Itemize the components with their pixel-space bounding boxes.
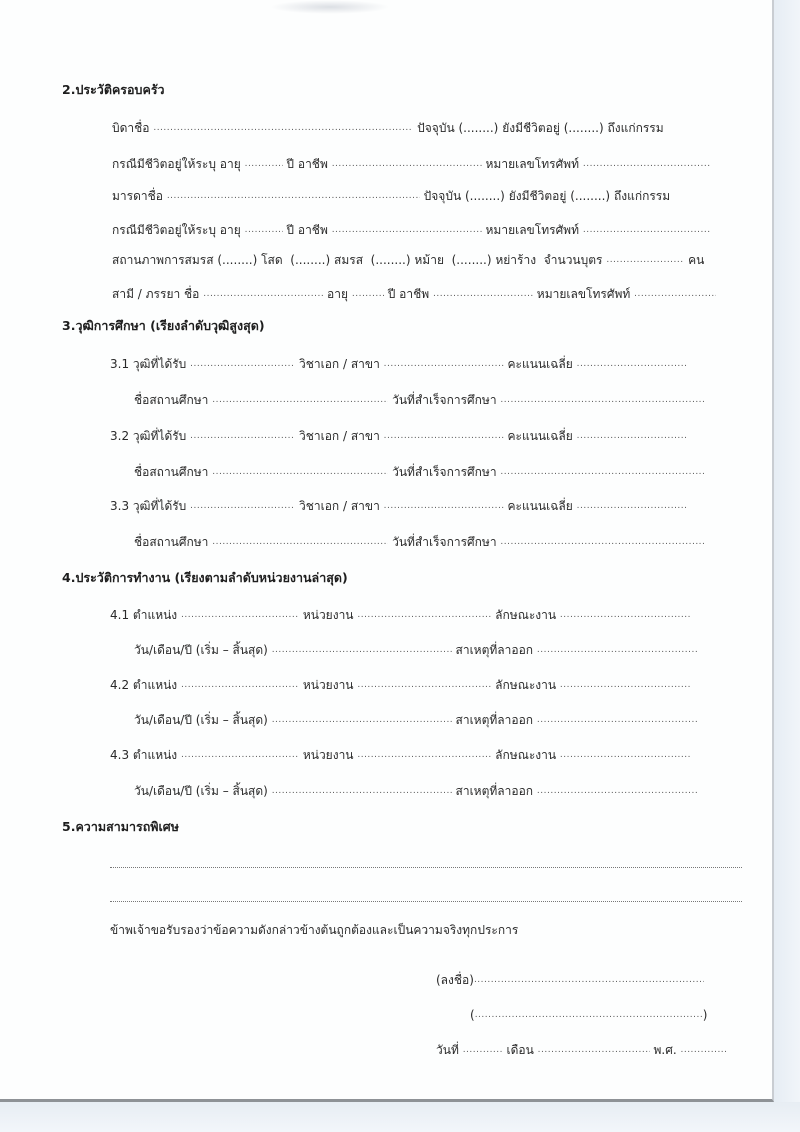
- agency-field[interactable]: [357, 747, 491, 759]
- gpa-label: คะแนนเฉลี่ย: [507, 499, 573, 513]
- degree-label: วุฒิที่ได้รับ: [132, 357, 187, 371]
- marital-status-row: [112, 252, 704, 268]
- job-type-label: ลักษณะงาน: [495, 608, 557, 622]
- education-row-degree: [110, 428, 687, 444]
- scan-smudge: [270, 0, 390, 14]
- reason-label: สาเหตุที่ลาออก: [455, 713, 534, 727]
- father-row: [112, 120, 664, 136]
- scan-margin-right: [774, 0, 800, 1132]
- certification-statement: ข้าพเจ้าขอรับรองว่าข้อความดังกล่าวข้างต้นถูกต้องและเป็นความจริงทุกประการ: [110, 923, 519, 937]
- section5-heading: 5.ความสามารถพิเศษ: [62, 819, 179, 834]
- grad-date-label: วันที่สำเร็จการศึกษา: [392, 393, 497, 407]
- month-field[interactable]: [538, 1042, 650, 1054]
- institution-label: ชื่อสถานศึกษา: [134, 465, 209, 479]
- work-row-period: [134, 783, 697, 799]
- single-label: โสด: [261, 253, 283, 267]
- deceased-checkbox[interactable]: (........): [563, 121, 604, 135]
- alive-label: ยังมีชีวิตอยู่: [508, 189, 567, 203]
- position-field[interactable]: [181, 747, 299, 759]
- father-name-field[interactable]: [153, 120, 413, 132]
- occupation-label: อาชีพ: [399, 287, 430, 301]
- persons-label: คน: [688, 253, 705, 267]
- close-paren: ): [702, 1008, 708, 1022]
- scan-margin-bottom: [0, 1102, 800, 1132]
- education-row-institution: [134, 534, 705, 550]
- major-label: วิชาเอก / สาขา: [298, 429, 380, 443]
- institution-label: ชื่อสถานศึกษา: [134, 535, 209, 549]
- period-label: วัน/เดือน/ปี (เริ่ม – สิ้นสุด): [134, 643, 268, 657]
- mother-age-field[interactable]: [245, 222, 283, 234]
- widowed-checkbox[interactable]: (........): [370, 253, 411, 267]
- mother-row: [112, 188, 670, 204]
- year-be-label: พ.ศ.: [653, 1043, 677, 1057]
- phone-label: หมายเลขโทรศัพท์: [536, 287, 631, 301]
- degree-field[interactable]: [190, 498, 295, 510]
- printed-name-row: [470, 1007, 707, 1023]
- entry-number: 3.2: [110, 429, 130, 443]
- mother-occupation-field[interactable]: [332, 222, 482, 234]
- grad-date-field[interactable]: [500, 534, 705, 546]
- work-row-period: [134, 642, 697, 658]
- mother-name-field[interactable]: [167, 188, 420, 200]
- reason-label: สาเหตุที่ลาออก: [455, 784, 534, 798]
- position-label: ตำแหน่ง: [132, 608, 178, 622]
- children-count-label: จำนวนบุตร: [543, 253, 603, 267]
- month-label: เดือน: [506, 1043, 534, 1057]
- year-label: ปี: [286, 223, 295, 237]
- spouse-name-label: สามี / ภรรยา ชื่อ: [112, 287, 200, 301]
- work-row-position: [110, 677, 690, 693]
- widowed-label: หม้าย: [414, 253, 444, 267]
- special-skills-line-2[interactable]: [110, 900, 742, 902]
- agency-field[interactable]: [357, 677, 491, 689]
- reason-field[interactable]: [537, 712, 697, 724]
- special-skills-line-1[interactable]: [110, 866, 742, 868]
- section2-heading: 2.ประวัติครอบครัว: [62, 82, 165, 97]
- spouse-phone-field[interactable]: [634, 286, 716, 298]
- institution-field[interactable]: [212, 534, 388, 546]
- institution-field[interactable]: [212, 392, 388, 404]
- entry-number: 3.1: [110, 357, 130, 371]
- agency-label: หน่วยงาน: [302, 608, 354, 622]
- period-field[interactable]: [272, 712, 452, 724]
- father-details-row: [112, 156, 711, 172]
- phone-label: หมายเลขโทรศัพท์: [485, 223, 580, 237]
- year-label: ปี: [387, 287, 396, 301]
- married-label: สมรส: [334, 253, 364, 267]
- day-label: วันที่: [436, 1043, 459, 1057]
- signature-row: [436, 972, 704, 988]
- period-field[interactable]: [272, 642, 452, 654]
- mother-phone-field[interactable]: [583, 222, 711, 234]
- work-row-period: [134, 712, 697, 728]
- major-label: วิชาเอก / สาขา: [298, 499, 380, 513]
- spouse-row: [112, 286, 716, 302]
- grad-date-field[interactable]: [500, 464, 705, 476]
- work-row-position: [110, 607, 690, 623]
- deceased-label: ถึงแก่กรรม: [613, 189, 671, 203]
- position-field[interactable]: [181, 677, 299, 689]
- gpa-field[interactable]: [577, 498, 687, 510]
- grad-date-label: วันที่สำเร็จการศึกษา: [392, 465, 497, 479]
- current-label: ปัจจุบัน: [417, 121, 455, 135]
- agency-label: หน่วยงาน: [302, 678, 354, 692]
- agency-label: หน่วยงาน: [302, 748, 354, 762]
- year-label: ปี: [286, 157, 295, 171]
- married-checkbox[interactable]: (........): [290, 253, 331, 267]
- education-row-institution: [134, 464, 705, 480]
- job-type-label: ลักษณะงาน: [495, 678, 557, 692]
- alive-label: ยังมีชีวิตอยู่: [502, 121, 560, 135]
- phone-label: หมายเลขโทรศัพท์: [485, 157, 580, 171]
- occupation-label: อาชีพ: [297, 223, 328, 237]
- mother-details-row: [112, 222, 711, 238]
- reason-field[interactable]: [537, 642, 697, 654]
- grad-date-field[interactable]: [500, 392, 705, 404]
- entry-number: 4.3: [110, 748, 130, 762]
- gpa-field[interactable]: [577, 356, 687, 368]
- father-phone-field[interactable]: [583, 156, 711, 168]
- position-field[interactable]: [181, 607, 299, 619]
- open-paren: (: [470, 1008, 475, 1022]
- alive-checkbox[interactable]: (........): [458, 121, 499, 135]
- period-label: วัน/เดือน/ปี (เริ่ม – สิ้นสุด): [134, 713, 268, 727]
- degree-label: วุฒิที่ได้รับ: [132, 429, 187, 443]
- age-label: อายุ: [327, 287, 349, 301]
- job-type-field[interactable]: [560, 747, 690, 759]
- job-type-field[interactable]: [560, 677, 690, 689]
- father-occupation-field[interactable]: [332, 156, 482, 168]
- entry-number: 3.3: [110, 499, 130, 513]
- reason-field[interactable]: [537, 783, 697, 795]
- if-alive-age-label: กรณีมีชีวิตอยู่ให้ระบุ อายุ: [112, 223, 241, 237]
- spouse-name-field[interactable]: [203, 286, 323, 298]
- major-field[interactable]: [384, 428, 504, 440]
- major-label: วิชาเอก / สาขา: [298, 357, 380, 371]
- institution-label: ชื่อสถานศึกษา: [134, 393, 209, 407]
- major-field[interactable]: [384, 498, 504, 510]
- agency-field[interactable]: [357, 607, 491, 619]
- reason-label: สาเหตุที่ลาออก: [455, 643, 534, 657]
- alive-checkbox[interactable]: (........): [464, 189, 505, 203]
- spouse-occupation-field[interactable]: [433, 286, 533, 298]
- job-type-label: ลักษณะงาน: [495, 748, 557, 762]
- period-label: วัน/เดือน/ปี (เริ่ม – สิ้นสุด): [134, 784, 268, 798]
- gpa-label: คะแนนเฉลี่ย: [507, 357, 573, 371]
- single-checkbox[interactable]: (........): [217, 253, 258, 267]
- if-alive-age-label: กรณีมีชีวิตอยู่ให้ระบุ อายุ: [112, 157, 241, 171]
- education-row-degree: [110, 498, 687, 514]
- divorced-checkbox[interactable]: (........): [451, 253, 492, 267]
- divorced-label: หย่าร้าง: [495, 253, 537, 267]
- degree-field[interactable]: [190, 356, 295, 368]
- marital-status-label: สถานภาพการสมรส: [112, 253, 214, 267]
- deceased-label: ถึงแก่กรรม: [607, 121, 664, 135]
- mother-name-label: มารดาชื่อ: [112, 189, 163, 203]
- major-field[interactable]: [384, 356, 504, 368]
- father-age-field[interactable]: [245, 156, 283, 168]
- work-row-position: [110, 747, 690, 763]
- printed-name-field[interactable]: [475, 1007, 703, 1019]
- date-row: [436, 1042, 728, 1058]
- section4-heading: 4.ประวัติการทำงาน (เรียงตามลำดับหน่วยงานล่าสุด): [62, 570, 348, 585]
- day-field[interactable]: [463, 1042, 503, 1054]
- degree-label: วุฒิที่ได้รับ: [132, 499, 187, 513]
- grad-date-label: วันที่สำเร็จการศึกษา: [392, 535, 497, 549]
- children-count-field[interactable]: [606, 252, 684, 264]
- education-row-degree: [110, 356, 687, 372]
- institution-field[interactable]: [212, 464, 388, 476]
- current-label: ปัจจุบัน: [423, 189, 462, 203]
- position-label: ตำแหน่ง: [132, 678, 178, 692]
- job-type-field[interactable]: [560, 607, 690, 619]
- deceased-checkbox[interactable]: (........): [570, 189, 611, 203]
- entry-number: 4.1: [110, 608, 130, 622]
- gpa-label: คะแนนเฉลี่ย: [507, 429, 573, 443]
- education-row-institution: [134, 392, 705, 408]
- entry-number: 4.2: [110, 678, 130, 692]
- position-label: ตำแหน่ง: [132, 748, 178, 762]
- father-name-label: บิดาชื่อ: [112, 121, 150, 135]
- section3-heading: 3.วุฒิการศึกษา (เรียงลำดับวุฒิสูงสุด): [62, 318, 265, 333]
- signature-field[interactable]: [474, 972, 704, 984]
- degree-field[interactable]: [190, 428, 295, 440]
- period-field[interactable]: [272, 783, 452, 795]
- year-be-field[interactable]: [680, 1042, 728, 1054]
- occupation-label: อาชีพ: [297, 157, 328, 171]
- spouse-age-field[interactable]: [352, 286, 384, 298]
- signature-label: (ลงชื่อ): [436, 973, 474, 987]
- gpa-field[interactable]: [577, 428, 687, 440]
